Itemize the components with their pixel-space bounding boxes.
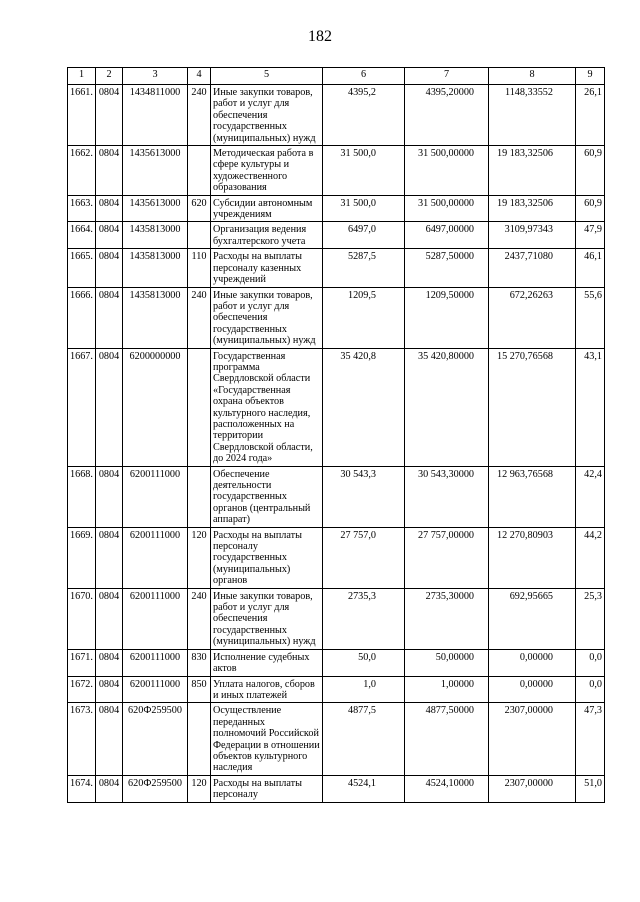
value-col6-cell: 5287,5 xyxy=(323,249,405,287)
section-code-cell: 0804 xyxy=(96,222,123,249)
item-name-cell: Уплата налогов, сборов и иных платежей xyxy=(211,676,323,703)
target-code-cell: 1434811000 xyxy=(123,85,188,146)
target-code-cell: 1435813000 xyxy=(123,287,188,348)
value-col6-cell: 6497,0 xyxy=(323,222,405,249)
expense-type-cell: 850 xyxy=(188,676,211,703)
section-code-cell: 0804 xyxy=(96,649,123,676)
table-header-row xyxy=(68,68,605,85)
expense-type-cell: 830 xyxy=(188,649,211,676)
value-col6-cell: 30 543,3 xyxy=(323,466,405,527)
expense-type-cell: 120 xyxy=(188,527,211,588)
budget-table xyxy=(67,67,605,803)
value-col8-cell: 2437,71080 xyxy=(489,249,576,287)
expense-type-cell: 620 xyxy=(188,195,211,222)
section-code-cell: 0804 xyxy=(96,703,123,775)
value-col8-cell: 3109,97343 xyxy=(489,222,576,249)
value-col8-cell: 12 963,76568 xyxy=(489,466,576,527)
target-code-cell: 620Ф259500 xyxy=(123,703,188,775)
value-col6-cell: 31 500,0 xyxy=(323,146,405,196)
item-name-cell: Иные закупки товаров, работ и услуг для обеспечения государственных (муниципальных) нужд xyxy=(211,287,323,348)
column-header: 9 xyxy=(576,68,605,85)
row-number-cell: 1669. xyxy=(68,527,96,588)
item-name-cell: Расходы на выплаты персоналу государственных (муниципальных) органов xyxy=(211,527,323,588)
percent-cell: 44,2 xyxy=(576,527,605,588)
value-col7-cell: 31 500,00000 xyxy=(405,146,489,196)
value-col6-cell: 4395,2 xyxy=(323,85,405,146)
target-code-cell: 620Ф259500 xyxy=(123,775,188,802)
expense-type-cell xyxy=(188,348,211,466)
item-name-cell: Осуществление переданных полномочий Российской Федерации в отношении объектов культурного наследия xyxy=(211,703,323,775)
percent-cell: 47,3 xyxy=(576,703,605,775)
value-col7-cell: 4395,20000 xyxy=(405,85,489,146)
page-number: 182 xyxy=(308,28,332,45)
section-code-cell: 0804 xyxy=(96,249,123,287)
value-col7-cell: 1,00000 xyxy=(405,676,489,703)
row-number-cell: 1673. xyxy=(68,703,96,775)
table-row xyxy=(68,466,605,527)
value-col6-cell: 1209,5 xyxy=(323,287,405,348)
value-col6-cell: 35 420,8 xyxy=(323,348,405,466)
item-name-cell: Иные закупки товаров, работ и услуг для обеспечения государственных (муниципальных) нужд xyxy=(211,588,323,649)
expense-type-cell: 240 xyxy=(188,85,211,146)
target-code-cell: 1435813000 xyxy=(123,222,188,249)
column-header: 6 xyxy=(323,68,405,85)
row-number-cell: 1674. xyxy=(68,775,96,802)
value-col6-cell: 4524,1 xyxy=(323,775,405,802)
section-code-cell: 0804 xyxy=(96,588,123,649)
table-row xyxy=(68,775,605,802)
value-col7-cell: 30 543,30000 xyxy=(405,466,489,527)
row-number-cell: 1661. xyxy=(68,85,96,146)
item-name-cell: Исполнение судебных актов xyxy=(211,649,323,676)
row-number-cell: 1667. xyxy=(68,348,96,466)
value-col7-cell: 27 757,00000 xyxy=(405,527,489,588)
row-number-cell: 1664. xyxy=(68,222,96,249)
value-col7-cell: 2735,30000 xyxy=(405,588,489,649)
target-code-cell: 1435613000 xyxy=(123,195,188,222)
value-col6-cell: 1,0 xyxy=(323,676,405,703)
table-body xyxy=(68,85,605,803)
item-name-cell: Расходы на выплаты персоналу казенных учреждений xyxy=(211,249,323,287)
value-col6-cell: 27 757,0 xyxy=(323,527,405,588)
percent-cell: 25,3 xyxy=(576,588,605,649)
value-col8-cell: 1148,33552 xyxy=(489,85,576,146)
expense-type-cell xyxy=(188,146,211,196)
target-code-cell: 1435613000 xyxy=(123,146,188,196)
target-code-cell: 6200111000 xyxy=(123,676,188,703)
percent-cell: 26,1 xyxy=(576,85,605,146)
section-code-cell: 0804 xyxy=(96,146,123,196)
table-row xyxy=(68,287,605,348)
value-col7-cell: 31 500,00000 xyxy=(405,195,489,222)
value-col7-cell: 5287,50000 xyxy=(405,249,489,287)
section-code-cell: 0804 xyxy=(96,348,123,466)
value-col8-cell: 0,00000 xyxy=(489,649,576,676)
target-code-cell: 1435813000 xyxy=(123,249,188,287)
section-code-cell: 0804 xyxy=(96,775,123,802)
row-number-cell: 1672. xyxy=(68,676,96,703)
table-row xyxy=(68,146,605,196)
table-row xyxy=(68,527,605,588)
row-number-cell: 1666. xyxy=(68,287,96,348)
item-name-cell: Субсидии автономным учреждениям xyxy=(211,195,323,222)
table-row xyxy=(68,348,605,466)
value-col7-cell: 4524,10000 xyxy=(405,775,489,802)
percent-cell: 42,4 xyxy=(576,466,605,527)
value-col8-cell: 12 270,80903 xyxy=(489,527,576,588)
percent-cell: 55,6 xyxy=(576,287,605,348)
table-row xyxy=(68,649,605,676)
value-col7-cell: 4877,50000 xyxy=(405,703,489,775)
value-col8-cell: 2307,00000 xyxy=(489,775,576,802)
column-header: 8 xyxy=(489,68,576,85)
percent-cell: 60,9 xyxy=(576,146,605,196)
value-col7-cell: 6497,00000 xyxy=(405,222,489,249)
value-col7-cell: 1209,50000 xyxy=(405,287,489,348)
item-name-cell: Обеспечение деятельности государственных органов (центральный аппарат) xyxy=(211,466,323,527)
table-row xyxy=(68,249,605,287)
expense-type-cell: 240 xyxy=(188,287,211,348)
table-row xyxy=(68,85,605,146)
expense-type-cell: 240 xyxy=(188,588,211,649)
table-row xyxy=(68,195,605,222)
target-code-cell: 6200111000 xyxy=(123,649,188,676)
item-name-cell: Методическая работа в сфере культуры и художественного образования xyxy=(211,146,323,196)
percent-cell: 43,1 xyxy=(576,348,605,466)
target-code-cell: 6200111000 xyxy=(123,588,188,649)
value-col7-cell: 35 420,80000 xyxy=(405,348,489,466)
column-header: 3 xyxy=(123,68,188,85)
value-col8-cell: 19 183,32506 xyxy=(489,146,576,196)
item-name-cell: Организация ведения бухгалтерского учета xyxy=(211,222,323,249)
target-code-cell: 6200111000 xyxy=(123,466,188,527)
table-row xyxy=(68,588,605,649)
target-code-cell: 6200111000 xyxy=(123,527,188,588)
column-header: 4 xyxy=(188,68,211,85)
column-header: 2 xyxy=(96,68,123,85)
item-name-cell: Расходы на выплаты персоналу xyxy=(211,775,323,802)
column-header: 5 xyxy=(211,68,323,85)
value-col7-cell: 50,00000 xyxy=(405,649,489,676)
percent-cell: 46,1 xyxy=(576,249,605,287)
row-number-cell: 1671. xyxy=(68,649,96,676)
section-code-cell: 0804 xyxy=(96,676,123,703)
expense-type-cell: 120 xyxy=(188,775,211,802)
percent-cell: 47,9 xyxy=(576,222,605,249)
column-header: 7 xyxy=(405,68,489,85)
percent-cell: 51,0 xyxy=(576,775,605,802)
row-number-cell: 1668. xyxy=(68,466,96,527)
expense-type-cell xyxy=(188,466,211,527)
table-row xyxy=(68,222,605,249)
value-col8-cell: 672,26263 xyxy=(489,287,576,348)
percent-cell: 0,0 xyxy=(576,649,605,676)
value-col6-cell: 31 500,0 xyxy=(323,195,405,222)
section-code-cell: 0804 xyxy=(96,527,123,588)
target-code-cell: 6200000000 xyxy=(123,348,188,466)
percent-cell: 0,0 xyxy=(576,676,605,703)
section-code-cell: 0804 xyxy=(96,466,123,527)
table-row xyxy=(68,676,605,703)
value-col6-cell: 2735,3 xyxy=(323,588,405,649)
expense-type-cell xyxy=(188,703,211,775)
value-col6-cell: 50,0 xyxy=(323,649,405,676)
table-row xyxy=(68,703,605,775)
item-name-cell: Иные закупки товаров, работ и услуг для обеспечения государственных (муниципальных) нужд xyxy=(211,85,323,146)
value-col8-cell: 15 270,76568 xyxy=(489,348,576,466)
value-col6-cell: 4877,5 xyxy=(323,703,405,775)
column-header: 1 xyxy=(68,68,96,85)
expense-type-cell: 110 xyxy=(188,249,211,287)
expense-type-cell xyxy=(188,222,211,249)
value-col8-cell: 2307,00000 xyxy=(489,703,576,775)
section-code-cell: 0804 xyxy=(96,287,123,348)
percent-cell: 60,9 xyxy=(576,195,605,222)
row-number-cell: 1662. xyxy=(68,146,96,196)
section-code-cell: 0804 xyxy=(96,85,123,146)
row-number-cell: 1670. xyxy=(68,588,96,649)
item-name-cell: Государственная программа Свердловской области «Государственная охрана объектов культурного наследия, расположенных на территории Свердловской области, до 2024 года» xyxy=(211,348,323,466)
row-number-cell: 1663. xyxy=(68,195,96,222)
value-col8-cell: 0,00000 xyxy=(489,676,576,703)
row-number-cell: 1665. xyxy=(68,249,96,287)
section-code-cell: 0804 xyxy=(96,195,123,222)
value-col8-cell: 692,95665 xyxy=(489,588,576,649)
value-col8-cell: 19 183,32506 xyxy=(489,195,576,222)
